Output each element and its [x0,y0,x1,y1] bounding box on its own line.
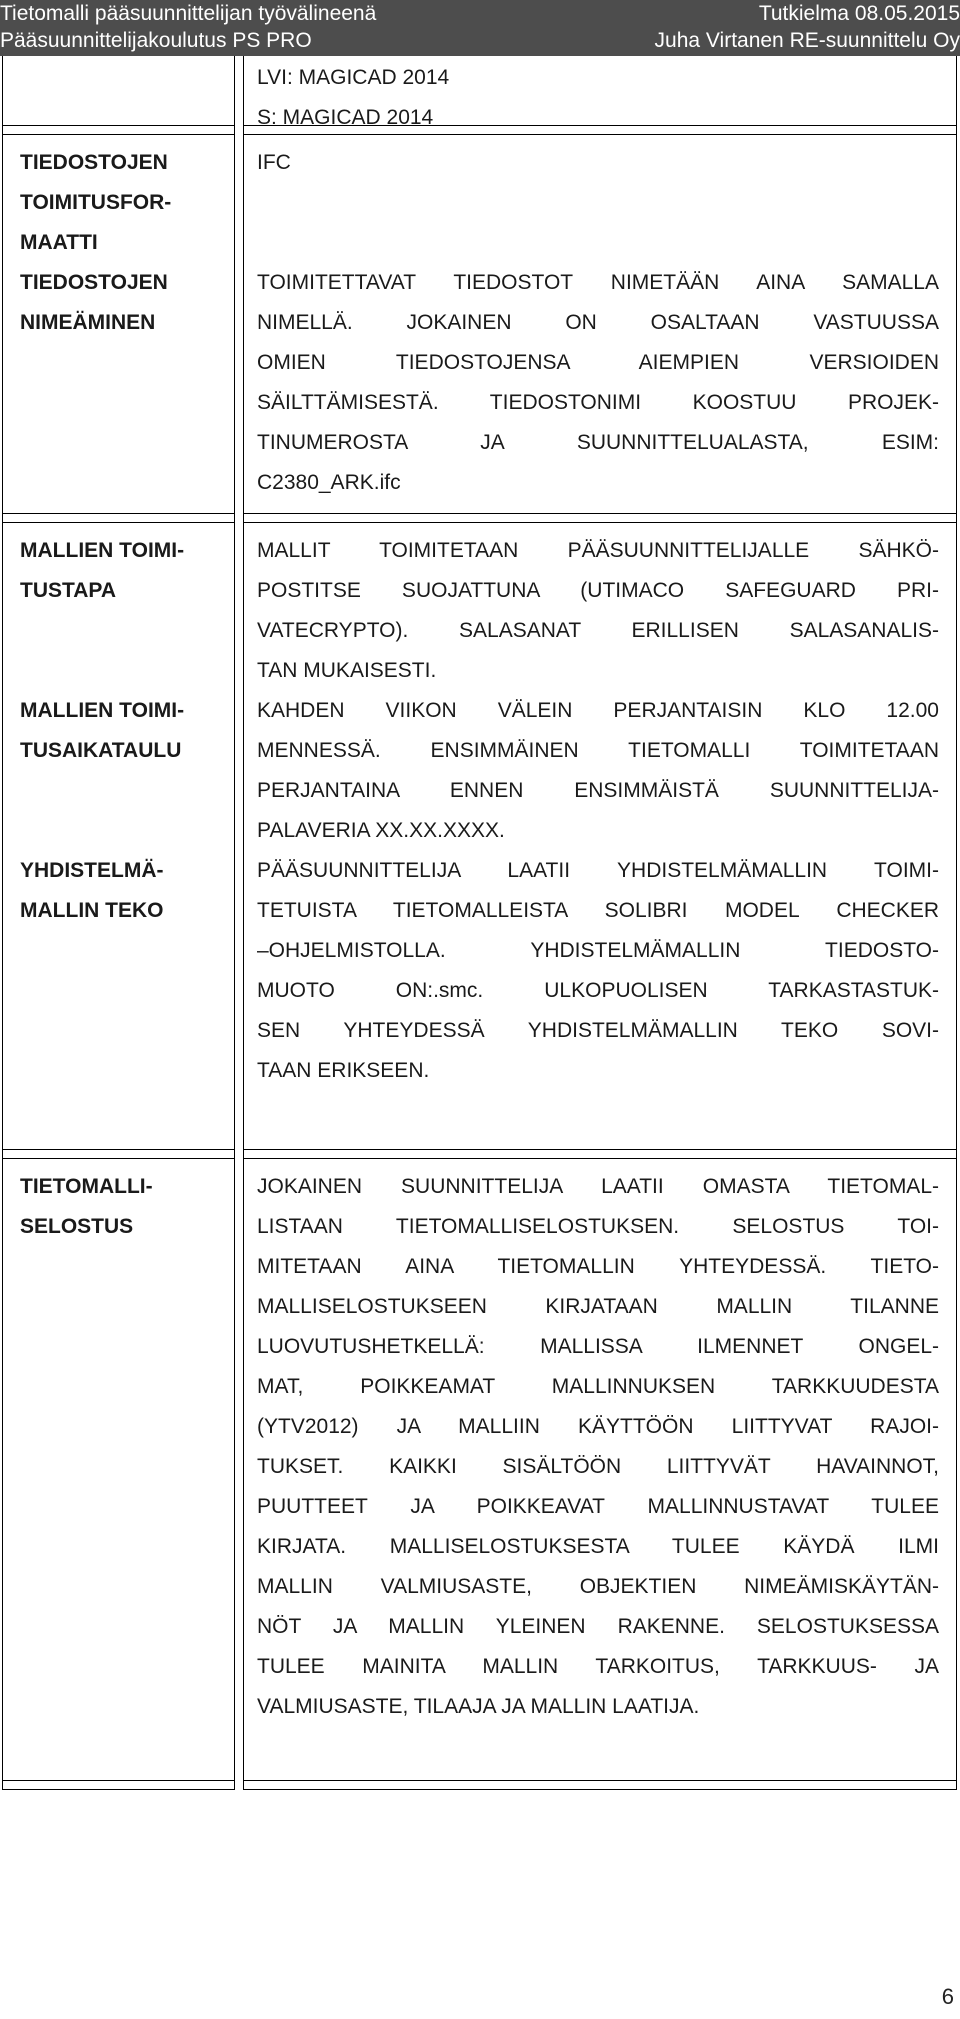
value-line: TAN MUKAISESTI. [257,659,437,682]
value-line: SÄILTTÄMISESTÄ. TIEDOSTONIMI KOOSTUU PROJEK- [257,391,939,414]
row-rule [243,1780,957,1781]
header-document-title: Tietomalli pääsuunnittelijan työvälineenä [0,2,377,25]
value-line: –OHJELMISTOLLA. YHDISTELMÄMALLIN TIEDOSTO- [257,939,939,962]
label-line: MALLIN TEKO [20,899,164,922]
value-line: TUKSET. KAIKKI SISÄLTÖÖN LIITTYVÄT HAVAINNOT, [257,1455,939,1478]
value-line: TAAN ERIKSEEN. [257,1059,430,1082]
label-line: TIETOMALLI- [20,1175,153,1198]
value-line: MENNESSÄ. ENSIMMÄINEN TIETOMALLI TOIMITETAAN [257,739,939,762]
row-rule [2,1789,235,1790]
label-line: TIEDOSTOJEN [20,271,168,294]
table-mid-border-left [234,56,235,1789]
row-rule [2,125,235,126]
header-author: Juha Virtanen RE-suunnittelu Oy [654,29,960,52]
row-rule [2,1780,235,1781]
value-line: MAT, POIKKEAMAT MALLINNUKSEN TARKKUUDESTA [257,1375,939,1398]
value-line: MITETAAN AINA TIETOMALLIN YHTEYDESSÄ. TIETO- [257,1255,939,1278]
value-line: MALLIN VALMIUSASTE, OBJEKTIEN NIMEÄMISKÄYTÄN- [257,1575,939,1598]
value-line: NÖT JA MALLIN YLEINEN RAKENNE. SELOSTUKSESSA [257,1615,939,1638]
value-line: SEN YHTEYDESSÄ YHDISTELMÄMALLIN TEKO SOVI- [257,1019,939,1042]
value-line: PERJANTAINA ENNEN ENSIMMÄISTÄ SUUNNITTELIJA- [257,779,939,802]
value-line: KIRJATA. MALLISELOSTUKSESTA TULEE KÄYDÄ ILMI [257,1535,939,1558]
label-line: NIMEÄMINEN [20,311,156,334]
label-line: MAATTI [20,231,98,254]
value-line: LVI: MAGICAD 2014 [257,66,450,89]
value-line: MUOTO ON:.smc. ULKOPUOLISEN TARKASTASTUK- [257,979,939,1002]
value-line: VALMIUSASTE, TILAAJA JA MALLIN LAATIJA. [257,1695,700,1718]
row-rule [2,513,235,514]
table-mid-border-right [243,56,244,1789]
label-line: MALLIEN TOIMI- [20,539,185,562]
value-line: VATECRYPTO). SALASANAT ERILLISEN SALASANALIS- [257,619,939,642]
row-rule [243,1789,957,1790]
row-rule [243,522,957,523]
value-line: MALLISELOSTUKSEEN KIRJATAAN MALLIN TILANNE [257,1295,939,1318]
delivery-schedule-label [20,691,225,771]
value-line: KAHDEN VIIKON VÄLEIN PERJANTAISIN KLO 12.00 [257,699,939,722]
table-right-border [956,56,957,1789]
label-line: YHDISTELMÄ- [20,859,164,882]
value-line: MALLIT TOIMITETAAN PÄÄSUUNNITTELIJALLE SÄHKÖ- [257,539,939,562]
label-line: TUSTAPA [20,579,117,602]
header-course: Pääsuunnittelijakoulutus PS PRO [0,29,312,52]
combined-model-value [257,851,939,1091]
value-line: TINUMEROSTA JA SUUNNITTELUALASTA, ESIM: [257,431,939,454]
row-rule [243,1158,957,1159]
label-line: TOIMITUSFOR- [20,191,172,214]
value-line: LISTAAN TIETOMALLISELOSTUKSEN. SELOSTUS TOI- [257,1215,939,1238]
row-rule [243,1149,957,1150]
row-rule [243,513,957,514]
value-line: POSTITSE SUOJATTUNA (UTIMACO SAFEGUARD PRI- [257,579,939,602]
info-table [0,56,960,1926]
row-rule [2,1149,235,1150]
value-line: PÄÄSUUNNITTELIJA LAATII YHDISTELMÄMALLIN TOIMI- [257,859,939,882]
value-line: JOKAINEN SUUNNITTELIJA LAATII OMASTA TIETOMAL- [257,1175,939,1198]
value-line: PALAVERIA XX.XX.XXXX. [257,819,505,842]
label-line: SELOSTUS [20,1215,134,1238]
file-format-value [257,143,939,183]
delivery-method-value [257,531,939,691]
value-line: TETUISTA TIETOMALLEISTA SOLIBRI MODEL CHECKER [257,899,939,922]
file-naming-label [20,263,225,343]
software-value [257,58,939,138]
value-line: (YTV2012) JA MALLIIN KÄYTTÖÖN LIITTYVAT RAJOI- [257,1415,939,1438]
label-line: MALLIEN TOIMI- [20,699,185,722]
value-line: C2380_ARK.ifc [257,471,401,494]
delivery-method-label [20,531,225,611]
value-line: TULEE MAINITA MALLIN TARKOITUS, TARKKUUS- JA [257,1655,939,1678]
value-line: OMIEN TIEDOSTOJENSA AIEMPIEN VERSIOIDEN [257,351,939,374]
row-rule [2,522,235,523]
row-rule [2,1158,235,1159]
value-line: TOIMITETTAVAT TIEDOSTOT NIMETÄÄN AINA SAMALLA [257,271,939,294]
label-line: TUSAIKATAULU [20,739,182,762]
value-line: NIMELLÄ. JOKAINEN ON OSALTAAN VASTUUSSA [257,311,939,334]
model-report-label [20,1167,225,1247]
table-left-border [2,56,3,1789]
file-naming-value [257,263,939,503]
model-report-value [257,1167,939,1727]
page-number: 6 [941,1984,954,2009]
combined-model-label [20,851,225,931]
value-line: IFC [257,151,291,174]
page-header [0,0,960,56]
header-date: Tutkielma 08.05.2015 [758,2,960,25]
value-line: S: MAGICAD 2014 [257,106,434,129]
value-line: LUOVUTUSHETKELLÄ: MALLISSA ILMENNET ONGEL- [257,1335,939,1358]
delivery-schedule-value [257,691,939,851]
label-line: TIEDOSTOJEN [20,151,168,174]
file-format-label [20,143,225,263]
row-rule [2,134,235,135]
value-line: PUUTTEET JA POIKKEAVAT MALLINNUSTAVAT TULEE [257,1495,939,1518]
